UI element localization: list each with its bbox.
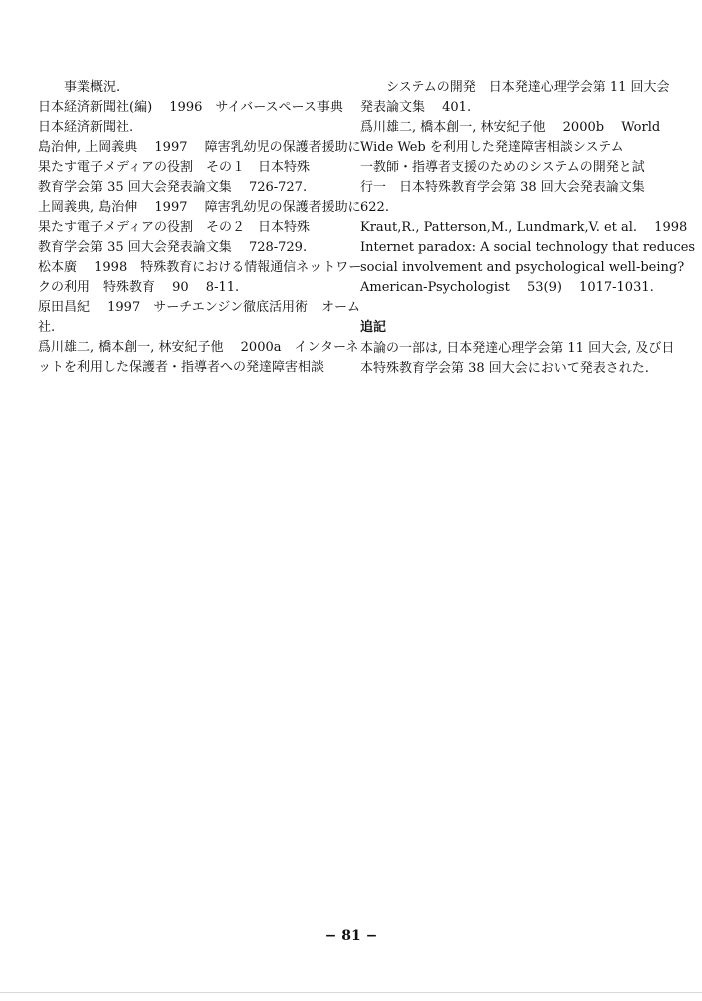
reference-line: 島治伸, 上岡義典 1997 障害乳幼児の保護者援助に xyxy=(38,140,361,155)
reference-entry xyxy=(360,218,696,298)
reference-line: 上岡義典, 島治伸 1997 障害乳幼児の保護者援助に xyxy=(38,200,361,215)
reference-line: 行一 日本特殊教育学会第 38 回大会発表論文集 xyxy=(360,180,645,195)
reference-entry xyxy=(38,198,361,258)
reference-line: 教育学会第 35 回大会発表論文集 728-729. xyxy=(38,240,308,255)
reference-line: 爲川雄二, 橋本創一, 林安紀子他 2000a インターネ xyxy=(38,340,359,355)
reference-entry xyxy=(38,258,362,298)
reference-entry xyxy=(360,78,670,118)
page-edge-divider xyxy=(0,992,702,993)
postscript-line: 本特殊教育学会第 38 回大会において発表された. xyxy=(360,361,649,376)
reference-line: 爲川雄二, 橋本創一, 林安紀子他 2000b World xyxy=(360,120,661,135)
reference-entry xyxy=(38,338,359,378)
reference-line: Internet paradox: A social technology that reduces xyxy=(360,240,696,255)
postscript-text xyxy=(360,339,675,379)
reference-entry xyxy=(38,138,361,198)
reference-line: 原田昌紀 1997 サーチエンジン徹底活用術 オーム xyxy=(38,300,361,315)
page-number: − 81 − xyxy=(324,928,378,944)
reference-line: 622. xyxy=(360,200,389,215)
reference-line: 果たす電子メディアの役割 その１ 日本特殊 xyxy=(38,160,310,175)
reference-line: 日本経済新聞社(編) 1996 サイバースペース事典 xyxy=(38,100,343,115)
reference-entry xyxy=(38,298,361,338)
reference-line: 教育学会第 35 回大会発表論文集 726-727. xyxy=(38,180,308,195)
reference-line: 果たす電子メディアの役割 その２ 日本特殊 xyxy=(38,220,310,235)
reference-entry xyxy=(38,78,340,98)
reference-line: Wide Web を利用した発達障害相談システム xyxy=(360,140,624,155)
reference-line: 発表論文集 401. xyxy=(360,100,472,115)
reference-line: 一教師・指導者支援のためのシステムの開発と試 xyxy=(360,160,645,175)
reference-line: Kraut,R., Patterson,M., Lundmark,V. et al. 1998 xyxy=(360,220,688,235)
reference-line: 事業概況. xyxy=(38,80,121,95)
reference-entry xyxy=(360,118,665,218)
reference-line: 松本廣 1998 特殊教育における情報通信ネットワー xyxy=(38,260,362,275)
reference-line: 日本経済新聞社. xyxy=(38,120,134,135)
postscript-heading: 追記 xyxy=(360,320,387,335)
reference-line: システムの開発 日本発達心理学会第 11 回大会 xyxy=(360,80,670,95)
reference-line: 社. xyxy=(38,320,56,335)
reference-list-right xyxy=(360,78,696,379)
reference-line: ットを利用した保護者・指導者への発達障害相談 xyxy=(38,360,325,375)
reference-line: American-Psychologist 53(9) 1017-1031. xyxy=(360,280,654,295)
reference-entry xyxy=(38,98,343,138)
postscript-line: 本論の一部は, 日本発達心理学会第 11 回大会, 及び日 xyxy=(360,341,675,356)
reference-list-left xyxy=(38,78,362,378)
reference-line: クの利用 特殊教育 90 8-11. xyxy=(38,280,240,295)
reference-line: social involvement and psychological well-being? xyxy=(360,260,685,275)
